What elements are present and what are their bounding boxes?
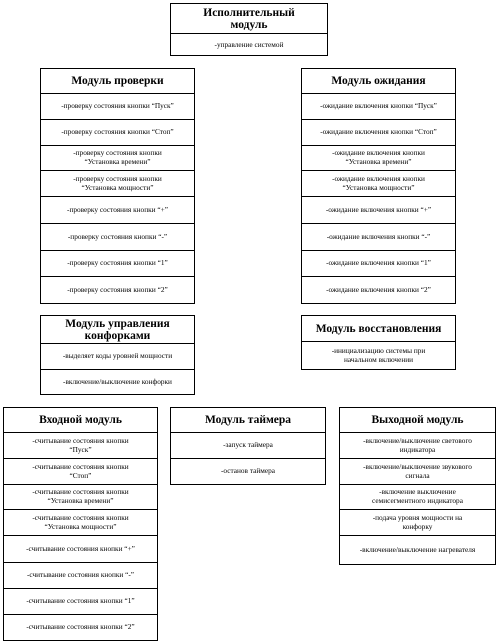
check-module-title: Модуль проверки [41, 69, 194, 94]
output-module-title: Выходной модуль [340, 408, 495, 433]
executive-item-0: -управление системой [214, 39, 284, 49]
input-module-box [3, 407, 158, 641]
wait-item-4: -ожидание включения кнопки “+” [302, 197, 455, 224]
input-module-title: Входной модуль [4, 408, 157, 433]
output-item-4: -включение/выключение нагревателя [359, 544, 476, 554]
input-item-2: -считывание состояния кнопки “Установка времени” [4, 485, 157, 510]
recovery-module-title: Модуль восстановления [302, 316, 455, 342]
check-module-box [40, 68, 195, 304]
wait-item-0: -ожидание включения кнопки “Пуск” [302, 94, 455, 120]
burner-module-box [40, 315, 195, 395]
output-item-2: -включение выключение семисегментного индикатора [340, 485, 495, 510]
check-item-2: -проверку состояния кнопки “Установка времени” [41, 146, 194, 171]
output-item-1: -включение/выключение звукового сигнала [340, 459, 495, 485]
wait-item-2: -ожидание включения кнопки “Установка времени” [302, 146, 455, 171]
output-item-0: -включение/выключение светового индикатора [340, 433, 495, 459]
burner-item-0: -выделяет коды уровней мощности [41, 344, 194, 370]
wait-module-box [301, 68, 456, 304]
input-item-5: -считывание состояния кнопки “-” [4, 563, 157, 589]
check-item-6: -проверку состояния кнопки “1” [41, 251, 194, 277]
recovery-module-box [301, 315, 456, 370]
output-module-box [339, 407, 496, 565]
burner-module-title: Модуль управления конфорками [41, 316, 194, 344]
check-item-7: -проверку состояния кнопки “2” [67, 284, 168, 294]
input-item-4: -считывание состояния кнопки “+” [4, 536, 157, 563]
executive-module-title: Исполнительный модуль [171, 4, 327, 34]
wait-item-5: -ожидание включения кнопки “-” [302, 224, 455, 251]
check-item-1: -проверку состояния кнопки “Стоп” [41, 120, 194, 146]
wait-item-6: -ожидание включения кнопки “1” [302, 251, 455, 277]
wait-item-3: -ожидание включения кнопки “Установка мощности” [302, 171, 455, 197]
output-item-3: -подача уровня мощности на конфорку [340, 510, 495, 536]
input-item-7: -считывание состояния кнопки “2” [26, 622, 135, 632]
timer-module-box [170, 407, 326, 485]
input-item-6: -считывание состояния кнопки “1” [4, 589, 157, 615]
check-item-5: -проверку состояния кнопки “-” [41, 224, 194, 251]
burner-item-1: -включение/выключение конфорки [63, 376, 172, 386]
wait-module-title: Модуль ожидания [302, 69, 455, 94]
timer-item-1: -останов таймера [220, 466, 275, 476]
check-item-4: -проверку состояния кнопки “+” [41, 197, 194, 224]
recovery-item-0: -инициализацию системы при начальном включении [331, 345, 426, 364]
wait-item-7: -ожидание включения кнопки “2” [326, 284, 431, 294]
input-item-1: -считывание состояния кнопки “Стоп” [4, 459, 157, 485]
wait-item-1: -ожидание включения кнопки “Стоп” [302, 120, 455, 146]
input-item-3: -считывание состояния кнопки “Установка мощности” [4, 510, 157, 536]
timer-module-title: Модуль таймера [171, 408, 325, 433]
check-item-3: -проверку состояния кнопки “Установка мощности” [41, 171, 194, 197]
check-item-0: -проверку состояния кнопки “Пуск” [41, 94, 194, 120]
input-item-0: -считывание состояния кнопки “Пуск” [4, 433, 157, 459]
executive-module-box [170, 3, 328, 56]
timer-item-0: -запуск таймера [171, 433, 325, 459]
